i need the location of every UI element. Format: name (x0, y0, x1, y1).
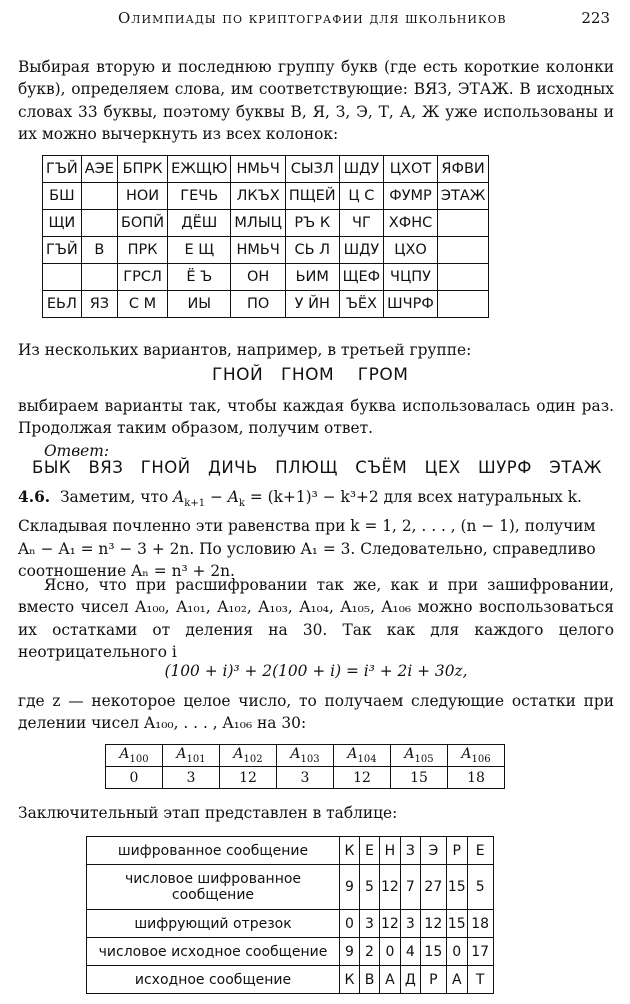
cipher-columns-table (42, 155, 489, 318)
remainders-value-cell: 3 (277, 767, 334, 789)
answer-word: ПЛЮЩ (275, 458, 338, 477)
final-cell: 4 (400, 938, 420, 966)
text: 101 (186, 753, 206, 765)
final-row-label: шифрованное сообщение (87, 837, 340, 865)
text: 102 (243, 753, 263, 765)
final-cell: 15 (420, 938, 446, 966)
cipher-cell: ЦХО (384, 237, 438, 264)
cipher-cell: ОН (231, 264, 285, 291)
answer-words (32, 458, 602, 477)
cipher-cell: ПЩЕЙ (285, 183, 339, 210)
cipher-cell: ДЁШ (168, 210, 231, 237)
cipher-cell (437, 210, 489, 237)
remainders-header-cell (220, 745, 277, 767)
text: A (119, 746, 130, 763)
final-row (87, 837, 494, 865)
final-cell: Е (360, 837, 380, 865)
answer-label: Ответ: (44, 442, 110, 460)
final-cell: Р (420, 966, 446, 994)
cipher-cell (81, 210, 117, 237)
text: A (176, 746, 187, 763)
cipher-cell: ГЕЧЬ (168, 183, 231, 210)
cipher-cell (81, 183, 117, 210)
final-cell: 0 (340, 910, 360, 938)
final-cell: 12 (380, 865, 401, 910)
text: A (290, 746, 301, 763)
cipher-cell: ШЧРФ (384, 291, 438, 318)
cipher-cell: ГЪЙ (43, 156, 82, 183)
final-cell: 12 (420, 910, 446, 938)
text: 105 (414, 753, 434, 765)
cipher-cell: Ё Ъ (168, 264, 231, 291)
cipher-row (43, 210, 489, 237)
cipher-cell: ПРК (117, 237, 167, 264)
answer-word: ШУРФ (478, 458, 532, 477)
cipher-row (43, 291, 489, 318)
cipher-row (43, 237, 489, 264)
final-cell: Е (467, 837, 493, 865)
paragraph-final-intro: Заключительный этап представлен в таблице: (18, 804, 398, 822)
remainders-header-row (106, 745, 505, 767)
text: A (173, 488, 185, 506)
final-cell: Э (420, 837, 446, 865)
final-cell: 0 (380, 938, 401, 966)
answer-word: БЫК (32, 458, 72, 477)
text: k (238, 498, 245, 510)
cipher-cell: ЭТАЖ (437, 183, 489, 210)
final-cell: А (380, 966, 401, 994)
remainders-table (105, 744, 505, 789)
final-cell: Н (380, 837, 401, 865)
text: A (461, 746, 472, 763)
final-cell: 2 (360, 938, 380, 966)
cipher-cell (43, 264, 82, 291)
cipher-cell: НМЬЧ (231, 237, 285, 264)
cipher-cell: ГЪЙ (43, 237, 82, 264)
cipher-cell: ПО (231, 291, 285, 318)
formula: (100 + i)³ + 2(100 + i) = i³ + 2i + 30z, (164, 662, 468, 680)
answer-word: СЪЁМ (355, 458, 408, 477)
cipher-cell: ЪЁХ (339, 291, 384, 318)
text: k+1 (184, 498, 206, 510)
cipher-cell: БПРК (117, 156, 167, 183)
remainders-header-cell (391, 745, 448, 767)
remainders-value-row (106, 767, 505, 789)
cipher-row (43, 156, 489, 183)
final-row-label: исходное сообщение (87, 966, 340, 994)
final-cell: 9 (340, 865, 360, 910)
cipher-cell: ШДУ (339, 156, 384, 183)
cipher-cell: НОИ (117, 183, 167, 210)
running-header (0, 6, 630, 34)
remainders-value-cell: 0 (106, 767, 163, 789)
cipher-cell: НМЬЧ (231, 156, 285, 183)
cipher-cell: АЭЕ (81, 156, 117, 183)
remainders-header-cell (334, 745, 391, 767)
cipher-cell (437, 264, 489, 291)
text-line: Складывая почленно эти равенства при k = 1, 2, . . . , (n − 1), получим (18, 517, 596, 536)
final-row (87, 910, 494, 938)
variant-word: ГНОМ (280, 365, 335, 385)
text: A (347, 746, 358, 763)
paragraph-choice: выбираем варианты так, чтобы каждая буква использовалась один раз. Продолжая таким образом, получим ответ. (18, 397, 614, 438)
cipher-cell: ЕЖЩЮ (168, 156, 231, 183)
final-cell: 5 (467, 865, 493, 910)
cipher-cell: ЩИ (43, 210, 82, 237)
text: − (205, 488, 228, 506)
text-line: соотношение Aₙ = n³ + 2n. (18, 562, 235, 581)
final-cell: 17 (467, 938, 493, 966)
remainders-header-cell (163, 745, 220, 767)
cipher-cell: ШДУ (339, 237, 384, 264)
answer-word: ДИЧЬ (207, 458, 258, 477)
final-row (87, 938, 494, 966)
page-number: 223 (581, 9, 610, 27)
cipher-cell (437, 237, 489, 264)
section-4-6 (18, 486, 614, 583)
cipher-cell: МЛЫЦ (231, 210, 285, 237)
final-cell: 12 (380, 910, 401, 938)
remainders-header-cell (106, 745, 163, 767)
cipher-cell: ЧГ (339, 210, 384, 237)
final-cell: К (340, 966, 360, 994)
paragraph-intro: Выбирая вторую и последнюю группу букв (где есть короткие колонки букв), определяем слова, им соответствующие: ВЯЗ, ЭТАЖ. В исходных словах 33 буквы, поэтому буквы В, Я, З, Э, Т, А, Ж уже использованы и их можно вычеркнуть из всех колонок: (18, 58, 614, 144)
final-cell: К (340, 837, 360, 865)
remainders-header-cell (448, 745, 505, 767)
final-cell: Д (400, 966, 420, 994)
remainders-value-cell: 18 (448, 767, 505, 789)
text: A (233, 746, 244, 763)
paragraph-variants-intro: Из нескольких вариантов, например, в третьей группе: (18, 341, 472, 359)
cipher-cell: ГРСЛ (117, 264, 167, 291)
text-line: Aₙ − A₁ = n³ − 3 + 2n. По условию A₁ = 3. Следовательно, справедливо (18, 539, 596, 558)
cipher-cell: БОПЙ (117, 210, 167, 237)
variant-word: ГРОМ (357, 365, 409, 385)
answer-word: ВЯЗ (88, 458, 124, 477)
final-row (87, 865, 494, 910)
cipher-cell (437, 291, 489, 318)
cipher-cell: ЯФВИ (437, 156, 489, 183)
variant-word: ГНОЙ (212, 365, 264, 385)
text: A (227, 488, 239, 506)
remainders-value-cell: 3 (163, 767, 220, 789)
final-row (87, 966, 494, 994)
remainders-value-cell: 15 (391, 767, 448, 789)
final-cell: 7 (400, 865, 420, 910)
final-cell: В (360, 966, 380, 994)
answer-word: ЭТАЖ (549, 458, 602, 477)
cipher-cell: ЩЕФ (339, 264, 384, 291)
final-cell: 0 (446, 938, 467, 966)
cipher-cell: ЕЬЛ (43, 291, 82, 318)
cipher-row (43, 183, 489, 210)
answer-word: ЦЕХ (424, 458, 461, 477)
final-row-label: числовое шифрованное сообщение (87, 865, 340, 910)
cipher-cell: ЬИМ (285, 264, 339, 291)
cipher-cell: СЬ Л (285, 237, 339, 264)
remainders-value-cell: 12 (334, 767, 391, 789)
running-title: Олимпиады по криптографии для школьников (118, 9, 507, 27)
cipher-cell: РЪ К (285, 210, 339, 237)
variants-line (212, 365, 408, 385)
text: = (k+1)³ − k³+2 для всех натуральных k. (244, 488, 582, 506)
cipher-cell: Е Щ (168, 237, 231, 264)
final-cell: А (446, 966, 467, 994)
final-row-label: шифрующий отрезок (87, 910, 340, 938)
remainders-value-cell: 12 (220, 767, 277, 789)
final-cell: Р (446, 837, 467, 865)
cipher-row (43, 264, 489, 291)
text: A (404, 746, 415, 763)
cipher-cell: СЫЗЛ (285, 156, 339, 183)
cipher-cell: ЯЗ (81, 291, 117, 318)
cipher-cell: ИЫ (168, 291, 231, 318)
final-cell: 3 (400, 910, 420, 938)
final-cell: Т (467, 966, 493, 994)
text: Заметим, что (59, 488, 174, 506)
text: 103 (300, 753, 320, 765)
final-cell: 15 (446, 865, 467, 910)
final-table (86, 836, 494, 994)
cipher-cell: С М (117, 291, 167, 318)
final-row-label: числовое исходное сообщение (87, 938, 340, 966)
answer-word: ГНОЙ (140, 458, 191, 477)
final-cell: 18 (467, 910, 493, 938)
cipher-cell: ЛКЪХ (231, 183, 285, 210)
cipher-cell: Ц С (339, 183, 384, 210)
cipher-cell: ЦХОТ (384, 156, 438, 183)
final-cell: 15 (446, 910, 467, 938)
cipher-cell: ЧЦПУ (384, 264, 438, 291)
cipher-cell: У ЙН (285, 291, 339, 318)
final-cell: 27 (420, 865, 446, 910)
cipher-cell: ФУМР (384, 183, 438, 210)
section-number: 4.6. (18, 488, 51, 506)
paragraph-remainders-result: где z — некоторое целое число, то получаем следующие остатки при делении чисел A₁₀₀, . . . , A₁₀₆ на 30: (18, 692, 614, 733)
paragraph-remainders: Ясно, что при расшифровании так же, как и при зашифровании, вместо чисел A₁₀₀, A₁₀₁, A₁₀₂, A₁₀₃, A₁₀₄, A₁₀₅, A₁₀₆ можно воспользоваться их остатками от деления на 30. Так как для каждого целого неотрицательного i (18, 576, 614, 662)
remainders-header-cell (277, 745, 334, 767)
final-cell: 5 (360, 865, 380, 910)
cipher-cell: ХФНС (384, 210, 438, 237)
cipher-cell: В (81, 237, 117, 264)
final-cell: З (400, 837, 420, 865)
final-cell: 9 (340, 938, 360, 966)
cipher-cell (81, 264, 117, 291)
text: 106 (471, 753, 491, 765)
cipher-cell: БШ (43, 183, 82, 210)
text: 104 (357, 753, 377, 765)
final-cell: 3 (360, 910, 380, 938)
text: 100 (129, 753, 149, 765)
